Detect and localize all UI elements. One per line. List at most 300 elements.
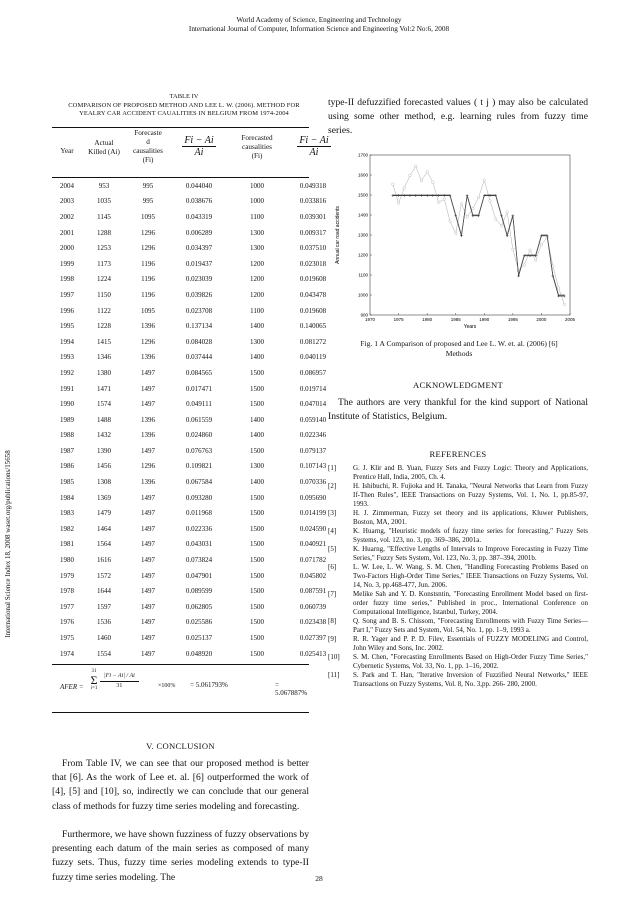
reference-item: [328, 545, 588, 563]
table-cell: 1308: [97, 478, 111, 487]
table-cell: 1500: [250, 400, 264, 409]
table-cell: 1145: [97, 212, 111, 221]
table-cell: 1987: [60, 446, 74, 455]
x-axis-label: Years: [463, 324, 477, 330]
table-row: [52, 615, 340, 631]
table-cell: 1616: [97, 556, 111, 565]
col-actual-header: [82, 139, 126, 157]
reference-number: [9]: [328, 635, 337, 643]
reference-text: K. Huarng, "Effective Lengths of Intervals to Improve Forecasting in Fuzzy Time Series," Fuzzy Sets System, Vol. 123, No. 3, pp. 387–394, 2001b.: [353, 545, 588, 562]
reference-item: [328, 464, 588, 482]
table-cell: 0.048920: [185, 649, 213, 658]
reference-text: R. R. Yager and P. P. D. Filev, Essentials of FUZZY MODELING and Control, John Wiley and Sons, Inc. 2002.: [353, 635, 588, 652]
table-cell: 0.095690: [299, 493, 327, 502]
x-tick-label: 1975: [393, 317, 404, 322]
table-cell: 995: [142, 197, 154, 206]
series-actual-point: [489, 200, 492, 203]
reference-text: H. J. Zimmerman, Fuzzy set theory and its applications, Kluwer Publishers, Boston, MA, 2001.: [353, 509, 588, 526]
col-lee-line3: (Fi): [251, 152, 263, 160]
series-actual-point: [449, 220, 452, 223]
table-cell: 0.037444: [185, 353, 213, 362]
col-lee-line1: Forecasted: [241, 134, 273, 142]
table-cell: 1200: [250, 275, 264, 284]
table-cell: 1497: [141, 384, 155, 393]
table-cell: 1998: [60, 275, 74, 284]
reference-text: K. Huarng, "Heuristic models of fuzzy time series for forecasting," Fuzzy Sets Systems, vol. 123, no. 3, pp. 369–386, 2001a.: [353, 527, 588, 544]
table-row: [52, 334, 340, 350]
table-cell: 1346: [97, 353, 111, 362]
reference-number: [3]: [328, 509, 337, 517]
table-cell: 1497: [141, 649, 155, 658]
right-intro-paragraph: type-II defuzzified forecasted values ( t j ) may also be calculated using some other method, e.g. learning rules from fuzzy time series.: [328, 97, 588, 137]
table-row: [52, 583, 340, 599]
reference-text: L. W. Lee, L. W. Wang, S. M. Chen, "Handling Forecasting Problems Based on Two-Factors High-Order Time Series," IEEE Transactions on Fuzzy Systems, Vol. 14, No. 3, pp.468-477, Jun. 2006.: [353, 563, 588, 589]
table-row: [52, 568, 340, 584]
table-cell: 0.027397: [299, 634, 327, 643]
table-cell: 1500: [250, 524, 264, 533]
table-cell: 1288: [97, 228, 111, 237]
afer-proposed: = 5.061793%: [190, 681, 228, 689]
table-row: [52, 350, 340, 366]
table-cell: 0.014199: [299, 509, 327, 518]
table-cell: 1400: [250, 431, 264, 440]
series-actual-point: [392, 183, 395, 186]
comparison-chart: [330, 148, 588, 334]
table-cell: 1644: [97, 587, 111, 596]
reference-item: [328, 590, 588, 617]
table-cell: 0.073824: [185, 556, 213, 565]
table-cell: 1196: [141, 290, 155, 299]
y-tick-label: 1300: [357, 232, 368, 238]
series-actual-point: [472, 207, 475, 210]
table-cell: 1464: [97, 524, 111, 533]
ack-text: The authors are very thankful for the kind support of National Institute of Statistics, Belgium.: [328, 397, 588, 423]
table-cell: 1564: [97, 540, 111, 549]
series-actual-point: [500, 225, 503, 228]
table-cell: 1500: [250, 446, 264, 455]
table-cell: 1396: [141, 415, 155, 424]
table-cell: 0.081272: [299, 337, 327, 346]
table-cell: 0.047901: [185, 571, 213, 580]
table-cell: 0.093280: [185, 493, 213, 502]
table-cell: 0.071782: [299, 556, 327, 565]
table-cell: 1415: [97, 337, 111, 346]
x-tick-label: 1970: [364, 317, 376, 322]
table-cell: 1095: [141, 212, 155, 221]
series-actual-point: [403, 187, 406, 190]
table-top-rule: [52, 127, 309, 128]
table-row: [52, 194, 340, 210]
reference-number: [11]: [328, 671, 340, 679]
table-cell: 1554: [97, 649, 111, 658]
col-forecasted-line2: d: [146, 138, 150, 146]
series-actual-point: [557, 287, 560, 290]
table-row: [52, 490, 340, 506]
table-cell: 1471: [97, 384, 111, 393]
table-cell: 1500: [250, 587, 264, 596]
table-cell: 1000: [250, 197, 264, 206]
table-cell: 1976: [60, 618, 74, 627]
table-cell: 1300: [250, 462, 264, 471]
table-cell: 1500: [250, 493, 264, 502]
journal-header-line1: World Academy of Science, Engineering and Technology: [236, 16, 402, 24]
x-tick-label: 2000: [536, 317, 547, 322]
x-tick-label: 1990: [479, 317, 490, 322]
table-cell: 2000: [60, 244, 74, 253]
table-cell: 1975: [60, 634, 74, 643]
table-cell: 0.067584: [185, 478, 213, 487]
err2-num: Fi − Ai: [299, 135, 329, 146]
series-actual-point: [409, 174, 412, 177]
table-cell: 0.040119: [300, 353, 326, 362]
series-actual-point: [563, 303, 566, 306]
table-cell: 0.040921: [299, 540, 327, 549]
table-cell: 2001: [60, 228, 74, 237]
table-cell: 0.019608: [299, 275, 327, 284]
series-actual-point: [432, 181, 435, 184]
table-cell: 1300: [250, 228, 264, 237]
table-cell: 1497: [141, 540, 155, 549]
table-cell: 1432: [97, 431, 111, 440]
table-row: [52, 474, 340, 490]
table-cell: 0.033816: [299, 197, 327, 206]
table-row: [52, 318, 340, 334]
table-row: [52, 396, 340, 412]
table-cell: 1497: [141, 634, 155, 643]
journal-header: [0, 16, 638, 34]
table-cell: 1100: [250, 306, 264, 315]
table-cell: 0.017471: [185, 384, 213, 393]
conclusion-paragraph-1: From Table IV, we can see that our proposed method is better that [6]. As the work of Lee et. al. [6] outperformed the work of [4], [5] and [10], so, indirectly we can conclude that our general class of methods for fuzzy time series modeling and forecasting.: [52, 758, 309, 812]
reference-number: [2]: [328, 482, 337, 490]
col-actual-header-line1: Actual: [94, 139, 114, 147]
table-row: [52, 240, 340, 256]
figure-caption-line1: Fig. 1 A Comparison of proposed and Lee L. W. et. al. (2006) [6]: [360, 339, 558, 348]
reference-item: [328, 509, 588, 527]
y-tick-label: 1200: [357, 252, 368, 258]
y-tick-label: 1000: [357, 292, 368, 298]
table-cell: 0.011968: [186, 509, 212, 518]
y-tick-label: 1400: [357, 212, 368, 218]
reference-item: [328, 563, 588, 590]
table-cell: 1500: [250, 509, 264, 518]
table-cell: 953: [98, 181, 110, 190]
table-cell: 1500: [250, 602, 264, 611]
table-cell: 0.023039: [185, 275, 213, 284]
table-cell: 0.022336: [185, 524, 213, 533]
series-actual-point: [529, 249, 532, 252]
reference-item: [328, 617, 588, 635]
y-tick-label: 1600: [357, 172, 368, 178]
afer-formula: [60, 669, 310, 709]
reference-item: [328, 671, 588, 689]
table-cell: 1500: [250, 556, 264, 565]
table-row: [52, 443, 340, 459]
table-cell: 1396: [141, 478, 155, 487]
table-cell: 1497: [141, 446, 155, 455]
series-actual-point: [426, 171, 429, 174]
table-cell: 1479: [97, 509, 111, 518]
reference-text: G. J. Klir and B. Yuan, Fuzzy Sets and Fuzzy Logic: Theory and Applications, Prentice Hall, India, 2005, Ch. 4.: [353, 464, 588, 481]
table-row: [52, 537, 340, 553]
table-cell: 0.019437: [185, 259, 213, 268]
references-heading: REFERENCES: [429, 449, 487, 459]
table-cell: 1396: [141, 322, 155, 331]
series-actual-point: [512, 248, 515, 251]
table-cell: 0.025586: [185, 618, 213, 627]
x-tick-label: 2005: [564, 317, 576, 322]
table-cell: 1497: [141, 587, 155, 596]
table-cell: 1985: [60, 478, 74, 487]
table-cell: 0.023708: [185, 306, 213, 315]
col-actual-header-line2: Killed (Ai): [88, 148, 120, 156]
table-cell: 1296: [141, 244, 155, 253]
table-cell: 1196: [141, 275, 155, 284]
figure-caption-line2: Methods: [445, 349, 473, 358]
series-actual-point: [534, 259, 537, 262]
table-row: [52, 552, 340, 568]
table-cell: 1997: [60, 290, 74, 299]
reference-text: Q. Song and B. S. Chissom, "Forecasting Enrollments with Fuzzy Time Series—Part I," Fuzzy Sets and System, Vol. 54, No. 1, pp. 1–9, 1993 a.: [353, 617, 588, 634]
afer-lee: = 5.067887%: [275, 681, 308, 697]
table-cell: 1200: [250, 259, 264, 268]
err2-den: Ai: [309, 147, 319, 158]
x-tick-label: 1980: [422, 317, 433, 322]
table-cell: 1296: [141, 462, 155, 471]
table-cell: 1460: [97, 634, 111, 643]
y-axis-label: Annual car road accidents: [335, 206, 341, 264]
table-cell: 0.059140: [299, 415, 327, 424]
table-cell: 0.045802: [299, 571, 327, 580]
table-cell: 1996: [60, 306, 74, 315]
table-cell: 1095: [141, 306, 155, 315]
afer-num: |Fi − Ai| / Ai: [100, 672, 139, 682]
reference-number: [1]: [328, 464, 337, 472]
figure-caption: [330, 339, 588, 359]
reference-number: [6]: [328, 563, 337, 571]
table-cell: 0.047014: [299, 400, 327, 409]
table-cell: 1977: [60, 602, 74, 611]
afer-fraction: [100, 672, 139, 691]
table-row: [52, 646, 340, 662]
table-cell: 0.006289: [185, 228, 213, 237]
table-cell: 1400: [250, 353, 264, 362]
table-label: TABLE IV: [169, 93, 199, 100]
table-cell: 1979: [60, 571, 74, 580]
table-row: [52, 365, 340, 381]
reference-item: [328, 527, 588, 545]
table-cell: 1994: [60, 337, 74, 346]
table-cell: 1497: [141, 400, 155, 409]
table-cell: 1173: [97, 259, 111, 268]
table-cell: 1497: [141, 368, 155, 377]
table-cell: 1500: [250, 634, 264, 643]
series-actual-point: [506, 211, 509, 214]
table-cell: 2003: [60, 197, 74, 206]
table-cell: 1150: [97, 290, 111, 299]
y-tick-label: 1100: [358, 272, 368, 278]
table-cell: 1396: [141, 431, 155, 440]
table-cell: 0.076763: [185, 446, 213, 455]
table-cell: 1369: [97, 493, 111, 502]
col-year-header: Year: [60, 147, 74, 155]
col-lee-line2: causalities: [242, 143, 272, 151]
table-row: [52, 178, 340, 194]
table-cell: 1497: [141, 618, 155, 627]
table-cell: 0.084565: [185, 368, 213, 377]
reference-number: [8]: [328, 617, 337, 625]
table-cell: 0.137134: [185, 322, 213, 331]
series-actual-point: [437, 201, 440, 204]
series-actual-point: [397, 202, 400, 205]
col-forecasted-header: [126, 129, 170, 165]
table-row: [52, 428, 340, 444]
table-cell: 0.087591: [299, 587, 327, 596]
table-cell: 1400: [250, 415, 264, 424]
col-error-header: [170, 135, 228, 160]
table-row: [52, 505, 340, 521]
reference-item: [328, 635, 588, 653]
table-cell: 1497: [141, 602, 155, 611]
table-cell: 1000: [250, 181, 264, 190]
table-row: [52, 412, 340, 428]
series-actual-point: [483, 179, 486, 182]
reference-list: [328, 464, 588, 689]
table-cell: 1400: [250, 478, 264, 487]
afer-sum-bottom: i=1: [90, 686, 98, 691]
reference-number: [4]: [328, 527, 337, 535]
data-table: [52, 178, 340, 661]
table-cell: 1200: [250, 290, 264, 299]
table-cell: 0.061559: [185, 415, 213, 424]
table-cell: 1390: [97, 446, 111, 455]
table-cell: 1500: [250, 368, 264, 377]
table-cell: 1999: [60, 259, 74, 268]
err-num: Fi − Ai: [184, 135, 214, 146]
table-cell: 1500: [250, 649, 264, 658]
table-row: [52, 256, 340, 272]
series-actual-point: [540, 243, 543, 246]
table-cell: 1497: [141, 556, 155, 565]
table-cell: 1993: [60, 353, 74, 362]
reference-item: [328, 653, 588, 671]
reference-item: [328, 482, 588, 509]
table-cell: 1456: [97, 462, 111, 471]
y-tick-label: 1500: [357, 192, 368, 198]
table-cell: 0.089599: [185, 587, 213, 596]
table-caption-line1: COMPARISON OF PROPOSED METHOD AND LEE L. W. (2006). METHOD FOR: [68, 101, 300, 109]
table-row: [52, 225, 340, 241]
table-caption: [50, 93, 318, 119]
table-row: [52, 599, 340, 615]
table-cell: 0.034397: [185, 244, 213, 253]
table-row: [52, 209, 340, 225]
table-cell: 1300: [250, 244, 264, 253]
afer-sum-top: 31: [91, 669, 97, 674]
table-cell: 0.037510: [299, 244, 327, 253]
reference-text: Melike Sah and Y. D. Konstsntin, "Forecasting Enrollment Model based on first-order fuzzy time series," Published in proc., International Conference on Computational Intelligence, Istanbul, Turkey, 2004.: [353, 590, 588, 616]
table-cell: 1980: [60, 556, 74, 565]
table-cell: 1988: [60, 431, 74, 440]
table-cell: 0.043478: [299, 290, 327, 299]
table-cell: 0.043319: [185, 212, 213, 221]
table-cell: 0.038676: [185, 197, 213, 206]
table-cell: 0.060739: [299, 602, 327, 611]
table-cell: 1986: [60, 462, 74, 471]
y-tick-label: 1700: [357, 152, 368, 158]
table-cell: 1196: [141, 259, 155, 268]
table-cell: 0.107143: [299, 462, 327, 471]
table-cell: 0.070336: [299, 478, 327, 487]
table-cell: 0.062805: [185, 602, 213, 611]
table-row: [52, 381, 340, 397]
table-row: [52, 521, 340, 537]
col-forecasted-line3: causalities: [133, 147, 163, 155]
table-cell: 1572: [97, 571, 111, 580]
table-cell: 0.025137: [185, 634, 213, 643]
series-actual-point: [477, 196, 480, 199]
col-lee-header: [228, 134, 286, 161]
table-cell: 0.049318: [299, 181, 327, 190]
table-cell: 1497: [141, 571, 155, 580]
table-cell: 1981: [60, 540, 74, 549]
table-cell: 0.023018: [299, 259, 327, 268]
series-actual-point: [523, 264, 526, 267]
table-cell: 0.109821: [185, 462, 213, 471]
table-cell: 1500: [250, 618, 264, 627]
table-cell: 1228: [97, 322, 111, 331]
series-actual-point: [466, 216, 469, 219]
table-cell: 0.023438: [299, 618, 327, 627]
side-index-text: International Science Index 18, 2008 waset.org/publications/15658: [4, 450, 12, 638]
table-cell: 1597: [97, 602, 111, 611]
table-cell: 1122: [97, 306, 111, 315]
series-actual-point: [443, 198, 446, 201]
table-cell: 1974: [60, 649, 74, 658]
table-cell: 1984: [60, 493, 74, 502]
table-cell: 1224: [97, 275, 111, 284]
table-cell: 0.039826: [185, 290, 213, 299]
table-header: [52, 129, 329, 175]
table-cell: 1253: [97, 244, 111, 253]
table-cell: 1380: [97, 368, 111, 377]
table-cell: 1991: [60, 384, 74, 393]
reference-number: [5]: [328, 545, 337, 553]
conclusion-paragraph-2: Furthermore, we have shown fuzziness of fuzzy observations by presenting each datum of the main series as composed of many fuzzy sets. Thus, fuzzy time series modeling extends to type-II fuzzy time series modeling. The: [52, 829, 309, 883]
afer-times: ×100%: [158, 683, 176, 689]
table-row: [52, 287, 340, 303]
table-cell: 0.079137: [299, 446, 327, 455]
table-cell: 1978: [60, 587, 74, 596]
x-tick-label: 1995: [507, 317, 518, 322]
table-cell: 1990: [60, 400, 74, 409]
table-cell: 1488: [97, 415, 111, 424]
afer-sum: [88, 669, 100, 692]
table-cell: 0.019714: [299, 384, 327, 393]
table-cell: 1497: [141, 509, 155, 518]
table-bottom-rule: [52, 664, 309, 665]
table-cell: 0.024860: [185, 431, 213, 440]
table-cell: 0.025413: [299, 649, 327, 658]
table-cell: 0.084028: [185, 337, 213, 346]
table-cell: 0.009317: [299, 228, 327, 237]
table-cell: 0.044040: [185, 181, 213, 190]
table-row: [52, 459, 340, 475]
table-cell: 0.039301: [299, 212, 327, 221]
x-tick-label: 1985: [450, 317, 461, 322]
table-caption-line2: YEALRY CAR ACCIDENT CAUALITIES IN BELGIUM FROM 1974-2004: [79, 110, 289, 117]
table-cell: 1500: [250, 571, 264, 580]
